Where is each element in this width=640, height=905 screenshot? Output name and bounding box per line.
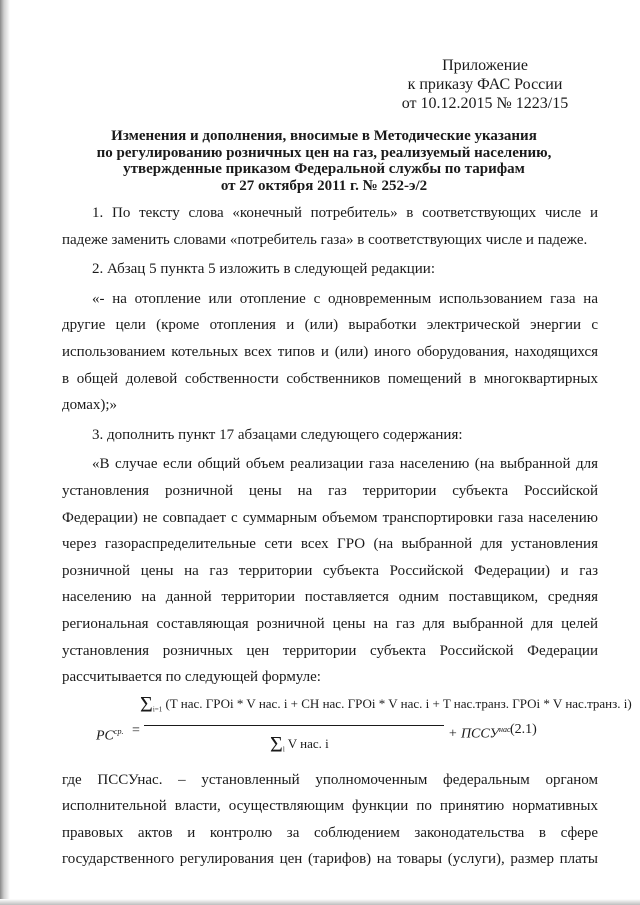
text-line: в общей долевой собственности собственников помещений в многоквартирных — [62, 370, 598, 387]
appendix-line: к приказу ФАС России — [407, 76, 563, 93]
paragraph-5 — [62, 451, 598, 690]
text-line: «- на отопление или отопление с одновременным использованием газа на — [92, 290, 598, 307]
text-line: падеже заменить словами «потребитель газа» в соответствующих числе и падеже. — [62, 231, 588, 248]
formula-number: (2.1) — [510, 721, 537, 737]
text-line: исполнительной власти, осуществляющим функции по принятию нормативных — [62, 798, 598, 815]
fraction-bar — [144, 725, 444, 726]
scan-shadow-bottom — [0, 899, 640, 905]
text-line: населению на данной территории поставляется одним поставщиком, средняя — [62, 589, 598, 606]
text-line: другие цели (кроме отопления и (или) выработки электрической энергии с — [62, 317, 598, 334]
text-line: где ПССУнас. – установленный уполномоченным федеральным органом — [62, 771, 598, 788]
appendix-line: от 10.12.2015 № 1223/15 — [401, 95, 569, 112]
formula-numerator: $\Sigma_{i=1}$ (T нас. ГРОi * V нас. i + CH нас. ГРОi * V нас. i + T нас.транз. ГРОi * V нас.транз. i) — [140, 691, 632, 717]
title-line: утвержденные приказом Федеральной службы по тарифам — [123, 161, 525, 177]
text-line: через газораспределительные сети всех ГРО (на выбранной для установления — [62, 536, 598, 553]
text-line: 3. дополнить пункт 17 абзацами следующего содержания: — [92, 426, 463, 443]
title-line: Изменения и дополнения, вносимые в Методические указания — [111, 128, 537, 144]
paragraph-2 — [62, 256, 598, 283]
paragraph-3 — [62, 286, 598, 419]
text-line: правовых актов и контролю за соблюдением законодательства в сфере — [62, 824, 598, 841]
title-line: от 27 октября 2011 г. № 252-э/2 — [220, 177, 428, 194]
text-line: установления розничной цены на газ территории субъекта Российской — [62, 482, 598, 499]
formula-2-1 — [62, 691, 632, 767]
document-title — [60, 128, 588, 194]
formula-equals: = — [132, 722, 140, 738]
formula-denominator: $\Sigma_l$ V нас. i — [270, 731, 329, 757]
appendix-header — [385, 56, 585, 113]
formula-plus-term: + $ПССУ^{нас.}$ — [448, 724, 513, 742]
text-line: домах);» — [62, 397, 118, 414]
text-line: рассчитывается по следующей формуле: — [62, 669, 321, 686]
text-line: использованием котельных всех типов и (или) иного оборудования, находящихся — [62, 343, 598, 360]
text-line: Федерации) не совпадает с суммарным объемом транспортировки газа населению — [62, 509, 598, 526]
paragraph-4 — [62, 422, 598, 449]
paragraph-1 — [62, 200, 598, 253]
text-line: установления розничных цен территории субъекта Российской Федерации — [62, 642, 598, 659]
text-line: «В случае если общий объем реализации газа населению (на выбранной для — [92, 456, 598, 473]
document-body — [62, 200, 632, 873]
text-line: государственного регулирования цен (тарифов) на товары (услуги), размер платы — [62, 851, 598, 868]
appendix-line: Приложение — [442, 57, 528, 74]
text-line: 2. Абзац 5 пункта 5 изложить в следующей редакции: — [92, 261, 436, 278]
formula-lhs: $PC^{ср.}$ — [96, 726, 124, 744]
scan-shadow-left — [0, 0, 10, 905]
title-line: по регулированию розничных цен на газ, реализуемый населению, — [96, 144, 552, 161]
text-line: розничной цены на газ территории субъекта Российской Федерации) и газ — [62, 562, 598, 579]
text-line: 1. По тексту слова «конечный потребитель» в соответствующих числе и — [92, 205, 598, 221]
paragraph-6 — [62, 767, 598, 873]
text-line: региональная составляющая розничной цены на газ для выбранной для целей — [62, 615, 598, 632]
